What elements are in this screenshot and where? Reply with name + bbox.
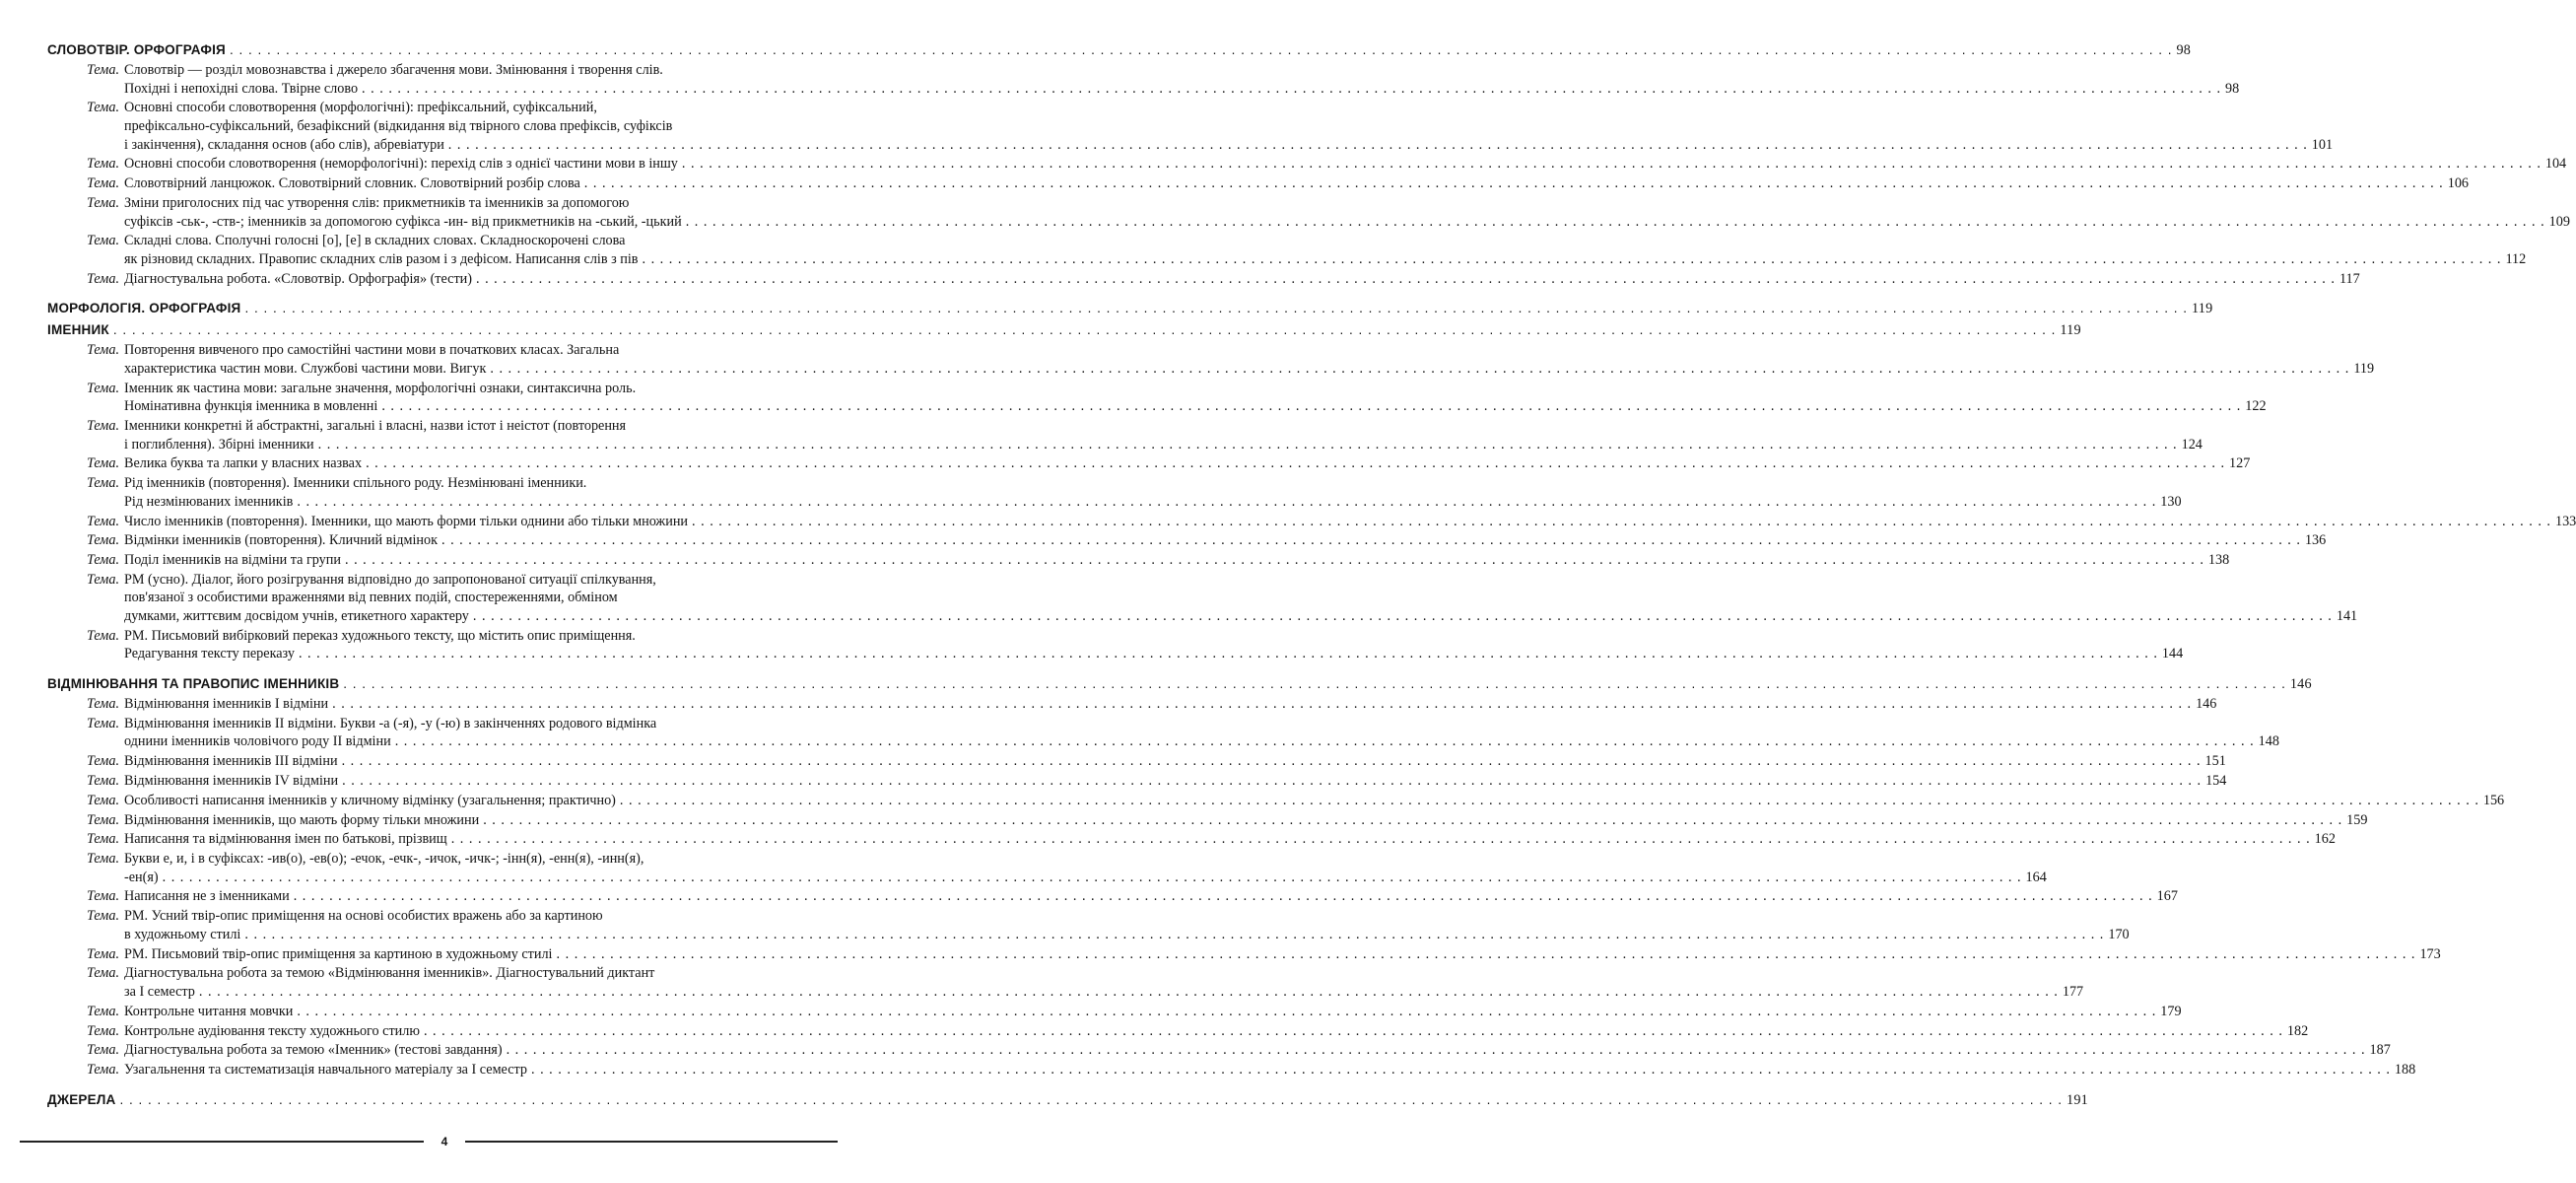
entry-last-line bbox=[124, 1022, 2308, 1041]
page-ref: 138 bbox=[2207, 552, 2230, 569]
toc-entry bbox=[47, 571, 2358, 626]
page-ref: 156 bbox=[2482, 792, 2505, 808]
entry-text bbox=[124, 551, 2229, 570]
entry-line: в художньому стилі bbox=[124, 926, 241, 942]
entry-text bbox=[124, 1003, 2182, 1021]
entry-last-line bbox=[124, 695, 2216, 714]
section-title: ДЖЕРЕЛА bbox=[47, 1091, 116, 1107]
toc-entry bbox=[47, 964, 2084, 1001]
toc-entry bbox=[47, 887, 2178, 906]
entry-line: Рід незмінюваних іменників bbox=[124, 493, 294, 510]
entry-text bbox=[124, 1041, 2391, 1060]
page-ref: 146 bbox=[2289, 676, 2312, 693]
entry-last-line bbox=[124, 830, 2336, 849]
toc-entry bbox=[47, 270, 2360, 289]
entry-line: Номінативна функція іменника в мовленні bbox=[124, 398, 378, 415]
toc-entry bbox=[47, 850, 2047, 886]
dot-leader bbox=[297, 1003, 2156, 1021]
entry-line: Написання не з іменниками bbox=[124, 888, 290, 905]
entry-line: однини іменників чоловічого роду II відміни bbox=[124, 733, 391, 750]
entry-last-line bbox=[124, 1041, 2391, 1060]
entry-label: Тема. bbox=[86, 532, 119, 549]
entry-last-line bbox=[124, 811, 2367, 830]
entry-line: Іменники конкретні й абстрактні, загальні і власні, назви істот і неістот (повторення bbox=[124, 418, 627, 434]
entry-last-line bbox=[124, 926, 2130, 944]
page-ref: 133 bbox=[2554, 513, 2576, 529]
entry-label: Тема. bbox=[86, 418, 119, 434]
entry-last-line bbox=[124, 136, 2333, 155]
toc-entry bbox=[47, 531, 2327, 550]
page-ref: 127 bbox=[2229, 455, 2251, 472]
page-ref: 167 bbox=[2156, 888, 2178, 905]
page-ref: 144 bbox=[2161, 646, 2184, 662]
toc-entry bbox=[47, 474, 2182, 511]
dot-leader bbox=[686, 213, 2545, 232]
entry-label: Тема. bbox=[86, 513, 119, 529]
entry-line: і поглиблення). Збірні іменники bbox=[124, 436, 314, 452]
entry-text bbox=[124, 772, 2226, 791]
entry-line: Діагностувальна робота. «Словотвір. Орфографія» (тести) bbox=[124, 270, 472, 287]
entry-label: Тема. bbox=[86, 715, 119, 731]
footer-rule-right bbox=[465, 1141, 838, 1143]
entry-label: Тема. bbox=[86, 792, 119, 808]
entry-text bbox=[124, 417, 2203, 453]
entry-text bbox=[124, 232, 2526, 268]
entry-text bbox=[124, 792, 2504, 810]
dot-leader bbox=[424, 1022, 2283, 1041]
toc-entry bbox=[47, 772, 2227, 791]
toc-entry bbox=[47, 194, 2570, 231]
entry-label: Тема. bbox=[86, 851, 119, 868]
entry-last-line bbox=[124, 174, 2469, 193]
toc-entry bbox=[47, 380, 2267, 416]
entry-label: Тема. bbox=[86, 831, 119, 848]
dot-leader bbox=[448, 136, 2308, 155]
toc-entry bbox=[47, 907, 2130, 943]
entry-line: Редагування тексту переказу bbox=[124, 646, 295, 662]
entry-last-line bbox=[124, 531, 2326, 550]
page-ref: 101 bbox=[2311, 136, 2334, 153]
dot-leader bbox=[642, 250, 2501, 269]
dot-leader bbox=[362, 80, 2221, 99]
entry-text bbox=[124, 695, 2216, 714]
entry-line: Число іменників (повторення). Іменники, що мають форми тільки однини або тільки множини bbox=[124, 513, 689, 529]
section-heading bbox=[47, 39, 2192, 61]
entry-label: Тема. bbox=[86, 627, 119, 644]
entry-text bbox=[124, 99, 2333, 154]
entry-line: РМ. Письмовий вибірковий переказ художнього тексту, що містить опис приміщення. bbox=[124, 627, 636, 644]
entry-line: пов'язаної з особистими враженнями від певних подій, спостереженнями, обміном bbox=[124, 590, 618, 606]
toc-entry bbox=[47, 752, 2226, 771]
entry-text bbox=[124, 811, 2367, 830]
dot-leader bbox=[345, 551, 2204, 570]
entry-line: -ен(я) bbox=[124, 869, 159, 885]
page-ref: 162 bbox=[2314, 831, 2336, 848]
page-ref: 164 bbox=[2025, 869, 2047, 885]
dot-leader bbox=[682, 155, 2542, 174]
dot-leader bbox=[366, 454, 2225, 473]
entry-label: Тема. bbox=[86, 342, 119, 359]
toc-entry bbox=[47, 695, 2217, 714]
dot-leader bbox=[244, 298, 2188, 319]
table-of-contents bbox=[47, 39, 2576, 1111]
toc-entry bbox=[47, 99, 2334, 154]
entry-text bbox=[124, 964, 2083, 1001]
entry-label: Тема. bbox=[86, 1062, 119, 1079]
entry-label: Тема. bbox=[86, 945, 119, 962]
entry-last-line bbox=[124, 397, 2267, 416]
entry-line: РМ (усно). Діалог, його розігрування відповідно до запропонованої ситуації спілкування, bbox=[124, 571, 656, 588]
dot-leader bbox=[692, 513, 2551, 531]
dot-leader bbox=[297, 493, 2156, 512]
entry-last-line bbox=[124, 493, 2182, 512]
entry-label: Тема. bbox=[86, 965, 119, 982]
page-ref: 117 bbox=[2339, 270, 2360, 287]
toc-entry bbox=[47, 454, 2251, 473]
entry-line: Словотвірний ланцюжок. Словотвірний словник. Словотвірний розбір слова bbox=[124, 175, 580, 192]
entry-label: Тема. bbox=[86, 552, 119, 569]
page-ref: 119 bbox=[2353, 360, 2375, 377]
entry-line: Діагностувальна робота за темою «Відмінювання іменників». Діагностувальний диктант bbox=[124, 965, 655, 982]
dot-leader bbox=[557, 945, 2416, 964]
entry-text bbox=[124, 715, 2279, 751]
dot-leader bbox=[244, 926, 2104, 944]
entry-line: Основні способи словотворення (неморфологічні): перехід слів з однієї частини мови в іншу bbox=[124, 156, 678, 173]
toc-entry bbox=[47, 341, 2375, 378]
dot-leader bbox=[451, 830, 2311, 849]
section-heading bbox=[47, 298, 2213, 319]
entry-label: Тема. bbox=[86, 380, 119, 396]
entry-line: Відмінювання іменників IV відміни bbox=[124, 772, 339, 789]
page-ref: 179 bbox=[2160, 1003, 2182, 1019]
dot-leader bbox=[476, 270, 2336, 289]
entry-last-line bbox=[124, 513, 2576, 531]
section-heading bbox=[47, 319, 2081, 341]
dot-leader bbox=[332, 695, 2192, 714]
toc-entry bbox=[47, 232, 2527, 268]
entry-line: Відмінювання іменників II відміни. Букви -а (-я), -у (-ю) в закінченнях родового відмінка bbox=[124, 715, 657, 731]
entry-line: характеристика частин мови. Службові частини мови. Вигук bbox=[124, 360, 487, 377]
entry-last-line bbox=[124, 983, 2083, 1002]
entry-label: Тема. bbox=[86, 100, 119, 116]
section-title: СЛОВОТВІР. ОРФОГРАФІЯ bbox=[47, 42, 226, 57]
page-footer bbox=[20, 1132, 838, 1151]
page-ref: 191 bbox=[2067, 1091, 2088, 1108]
page-ref: 177 bbox=[2062, 984, 2084, 1000]
entry-text bbox=[124, 945, 2441, 964]
page-ref: 146 bbox=[2196, 696, 2217, 713]
entry-line: Повторення вивченого про самостійні частини мови в початкових класах. Загальна bbox=[124, 342, 620, 359]
section-title: ІМЕННИК bbox=[47, 322, 109, 338]
dot-leader bbox=[507, 1041, 2366, 1060]
entry-line: і закінчення), складання основ (або слів), абревіатури bbox=[124, 136, 444, 153]
page-ref: 170 bbox=[2108, 926, 2130, 942]
entry-label: Тема. bbox=[86, 888, 119, 905]
toc-entry bbox=[47, 417, 2203, 453]
entry-last-line bbox=[124, 436, 2203, 454]
entry-line: РМ. Усний твір-опис приміщення на основі особистих вражень або за картиною bbox=[124, 908, 603, 925]
toc-entry bbox=[47, 513, 2576, 531]
entry-last-line bbox=[124, 155, 2566, 174]
page-ref: 119 bbox=[2060, 322, 2081, 339]
page-ref: 122 bbox=[2245, 398, 2267, 415]
entry-line: Похідні і непохідні слова. Твірне слово bbox=[124, 80, 359, 97]
entry-line: Відмінки іменників (повторення). Кличний відмінок bbox=[124, 532, 438, 549]
entry-last-line bbox=[124, 360, 2374, 379]
page-ref: 119 bbox=[2192, 301, 2213, 317]
entry-last-line bbox=[124, 945, 2441, 964]
entry-line: Діагностувальна робота за темою «Іменник» (тестові завдання) bbox=[124, 1042, 503, 1059]
entry-line: Рід іменників (повторення). Іменники спільного роду. Незмінювані іменники. bbox=[124, 475, 587, 492]
toc-entry bbox=[47, 155, 2567, 174]
dot-leader bbox=[395, 732, 2255, 751]
entry-line: РМ. Письмовий твір-опис приміщення за картиною в художньому стилі bbox=[124, 945, 553, 962]
toc-entry bbox=[47, 1022, 2309, 1041]
entry-label: Тема. bbox=[86, 1042, 119, 1059]
entry-line: Відмінювання іменників, що мають форму тільки множини bbox=[124, 811, 480, 828]
entry-label: Тема. bbox=[86, 156, 119, 173]
entry-last-line bbox=[124, 869, 2047, 887]
toc-entry bbox=[47, 792, 2505, 810]
footer-rule-left bbox=[20, 1141, 424, 1143]
dot-leader bbox=[119, 1089, 2063, 1111]
entry-text bbox=[124, 907, 2130, 943]
entry-last-line bbox=[124, 772, 2226, 791]
entry-line: Складні слова. Сполучні голосні [о], [е] в складних словах. Складноскорочені слова bbox=[124, 233, 626, 249]
entry-label: Тема. bbox=[86, 270, 119, 287]
entry-text bbox=[124, 887, 2178, 906]
entry-last-line bbox=[124, 752, 2226, 771]
entry-line: як різновид складних. Правопис складних слів разом і з дефісом. Написання слів з пів bbox=[124, 250, 639, 267]
entry-label: Тема. bbox=[86, 811, 119, 828]
page-ref: 151 bbox=[2204, 753, 2226, 770]
entry-text bbox=[124, 752, 2226, 771]
dot-leader bbox=[483, 811, 2342, 830]
page-ref: 106 bbox=[2447, 175, 2469, 192]
entry-line: Букви е, и, і в суфіксах: -ив(о), -ев(о); -ечок, -ечк-, -ичок, -ичк-; -інн(я), -енн(я), -инн(я), bbox=[124, 851, 644, 868]
entry-label: Тема. bbox=[86, 475, 119, 492]
entry-label: Тема. bbox=[86, 1003, 119, 1019]
entry-label: Тема. bbox=[86, 772, 119, 789]
entry-line: Написання та відмінювання імен по батькові, прізвищ bbox=[124, 831, 447, 848]
entry-line: Основні способи словотворення (морфологічні): префіксальний, суфіксальний, bbox=[124, 100, 597, 116]
page-ref: 104 bbox=[2544, 156, 2567, 173]
page-ref: 182 bbox=[2286, 1022, 2309, 1039]
entry-label: Тема. bbox=[86, 908, 119, 925]
entry-text bbox=[124, 1061, 2415, 1079]
section-heading bbox=[47, 1089, 2088, 1111]
toc-entry bbox=[47, 830, 2336, 849]
entry-line: Іменник як частина мови: загальне значення, морфологічні ознаки, синтаксична роль. bbox=[124, 380, 637, 396]
page-ref: 187 bbox=[2369, 1042, 2391, 1059]
dot-leader bbox=[163, 869, 2022, 887]
entry-line: Велика буква та лапки у власних назвах bbox=[124, 455, 363, 472]
entry-text bbox=[124, 531, 2326, 550]
toc-entry bbox=[47, 1041, 2391, 1060]
entry-text bbox=[124, 850, 2047, 886]
entry-text bbox=[124, 174, 2469, 193]
entry-text bbox=[124, 454, 2250, 473]
entry-last-line bbox=[124, 270, 2360, 289]
page-ref: 173 bbox=[2419, 945, 2441, 962]
dot-leader bbox=[620, 792, 2479, 810]
entry-last-line bbox=[124, 645, 2183, 663]
entry-text bbox=[124, 474, 2182, 511]
entry-line: префіксально-суфіксальний, безафіксний (відкидання від твірного слова префіксів, суфіксів bbox=[124, 117, 673, 134]
toc-entry bbox=[47, 715, 2279, 751]
toc-entry bbox=[47, 61, 2240, 98]
entry-last-line bbox=[124, 607, 2357, 626]
entry-text bbox=[124, 341, 2374, 378]
entry-line: Узагальнення та систематизація навчального матеріалу за І семестр bbox=[124, 1062, 527, 1079]
entry-text bbox=[124, 513, 2576, 531]
page-ref: 98 bbox=[2225, 80, 2240, 97]
page-ref: 130 bbox=[2160, 493, 2182, 510]
dot-leader bbox=[584, 174, 2444, 193]
dot-leader bbox=[490, 360, 2349, 379]
entry-text bbox=[124, 627, 2183, 663]
dot-leader bbox=[230, 39, 2173, 61]
entry-line: Контрольне аудіювання тексту художнього стилю bbox=[124, 1022, 420, 1039]
page-ref: 112 bbox=[2505, 250, 2527, 267]
section-title: ВІДМІНЮВАННЯ ТА ПРАВОПИС ІМЕННИКІВ bbox=[47, 676, 340, 692]
page-ref: 159 bbox=[2346, 811, 2368, 828]
toc-entry bbox=[47, 174, 2469, 193]
dot-leader bbox=[381, 397, 2241, 416]
entry-text bbox=[124, 270, 2360, 289]
entry-text bbox=[124, 571, 2357, 626]
entry-line: Особливості написання іменників у кличному відмінку (узагальнення; практично) bbox=[124, 792, 616, 808]
entry-label: Тема. bbox=[86, 194, 119, 211]
toc-entry bbox=[47, 551, 2230, 570]
entry-last-line bbox=[124, 792, 2504, 810]
entry-text bbox=[124, 1022, 2308, 1041]
entry-label: Тема. bbox=[86, 175, 119, 192]
section-heading bbox=[47, 673, 2312, 695]
entry-last-line bbox=[124, 1061, 2415, 1079]
dot-leader bbox=[441, 531, 2301, 550]
toc-entry bbox=[47, 1003, 2182, 1021]
dot-leader bbox=[531, 1061, 2391, 1079]
dot-leader bbox=[318, 436, 2178, 454]
toc-entry bbox=[47, 945, 2441, 964]
entry-line: Словотвір — розділ мовознавства і джерело збагачення мови. Змінювання і творення слів. bbox=[124, 62, 663, 78]
page-number: 4 bbox=[441, 1135, 448, 1148]
page-ref: 188 bbox=[2394, 1062, 2416, 1079]
page-ref: 109 bbox=[2548, 213, 2570, 230]
toc-entry bbox=[47, 1061, 2416, 1079]
dot-leader bbox=[342, 752, 2202, 771]
entry-line: Відмінювання іменників III відміни bbox=[124, 753, 338, 770]
entry-line: суфіксів -ськ-, -ств-; іменників за допомогою суфікса -ин- від прикметників на -ський, -цький bbox=[124, 213, 682, 230]
entry-last-line bbox=[124, 80, 2239, 99]
page-ref: 136 bbox=[2304, 532, 2327, 549]
dot-leader bbox=[473, 607, 2333, 626]
entry-line: Відмінювання іменників І відміни bbox=[124, 696, 329, 713]
entry-text bbox=[124, 830, 2336, 849]
entry-line: Поділ іменників на відміни та групи bbox=[124, 552, 341, 569]
entry-last-line bbox=[124, 551, 2229, 570]
entry-last-line bbox=[124, 732, 2279, 751]
dot-leader bbox=[294, 887, 2153, 906]
entry-last-line bbox=[124, 1003, 2182, 1021]
page-ref: 124 bbox=[2181, 436, 2203, 452]
entry-label: Тема. bbox=[86, 571, 119, 588]
entry-last-line bbox=[124, 250, 2526, 269]
toc-entry bbox=[47, 811, 2368, 830]
entry-last-line bbox=[124, 887, 2178, 906]
page-ref: 154 bbox=[2205, 772, 2227, 789]
entry-text bbox=[124, 380, 2267, 416]
entry-text bbox=[124, 194, 2570, 231]
entry-label: Тема. bbox=[86, 753, 119, 770]
entry-last-line bbox=[124, 454, 2250, 473]
dot-leader bbox=[299, 645, 2158, 663]
toc-entry bbox=[47, 627, 2184, 663]
page-ref: 148 bbox=[2258, 733, 2279, 750]
entry-last-line bbox=[124, 213, 2570, 232]
entry-label: Тема. bbox=[86, 1022, 119, 1039]
entry-text bbox=[124, 155, 2566, 174]
entry-line: думками, життєвим досвідом учнів, етикетного характеру bbox=[124, 608, 469, 625]
entry-line: Контрольне читання мовчки bbox=[124, 1003, 294, 1019]
entry-label: Тема. bbox=[86, 62, 119, 78]
section-title: МОРФОЛОГІЯ. ОРФОГРАФІЯ bbox=[47, 301, 241, 316]
entry-label: Тема. bbox=[86, 696, 119, 713]
entry-text bbox=[124, 61, 2239, 98]
entry-line: за І семестр bbox=[124, 984, 195, 1000]
dot-leader bbox=[113, 319, 2057, 341]
entry-line: Зміни приголосних під час утворення слів: прикметників та іменників за допомогою bbox=[124, 194, 630, 211]
entry-label: Тема. bbox=[86, 455, 119, 472]
dot-leader bbox=[343, 673, 2286, 695]
page-ref: 141 bbox=[2336, 608, 2358, 625]
dot-leader bbox=[199, 983, 2059, 1002]
dot-leader bbox=[342, 772, 2202, 791]
entry-label: Тема. bbox=[86, 233, 119, 249]
page-ref: 98 bbox=[2176, 42, 2192, 58]
